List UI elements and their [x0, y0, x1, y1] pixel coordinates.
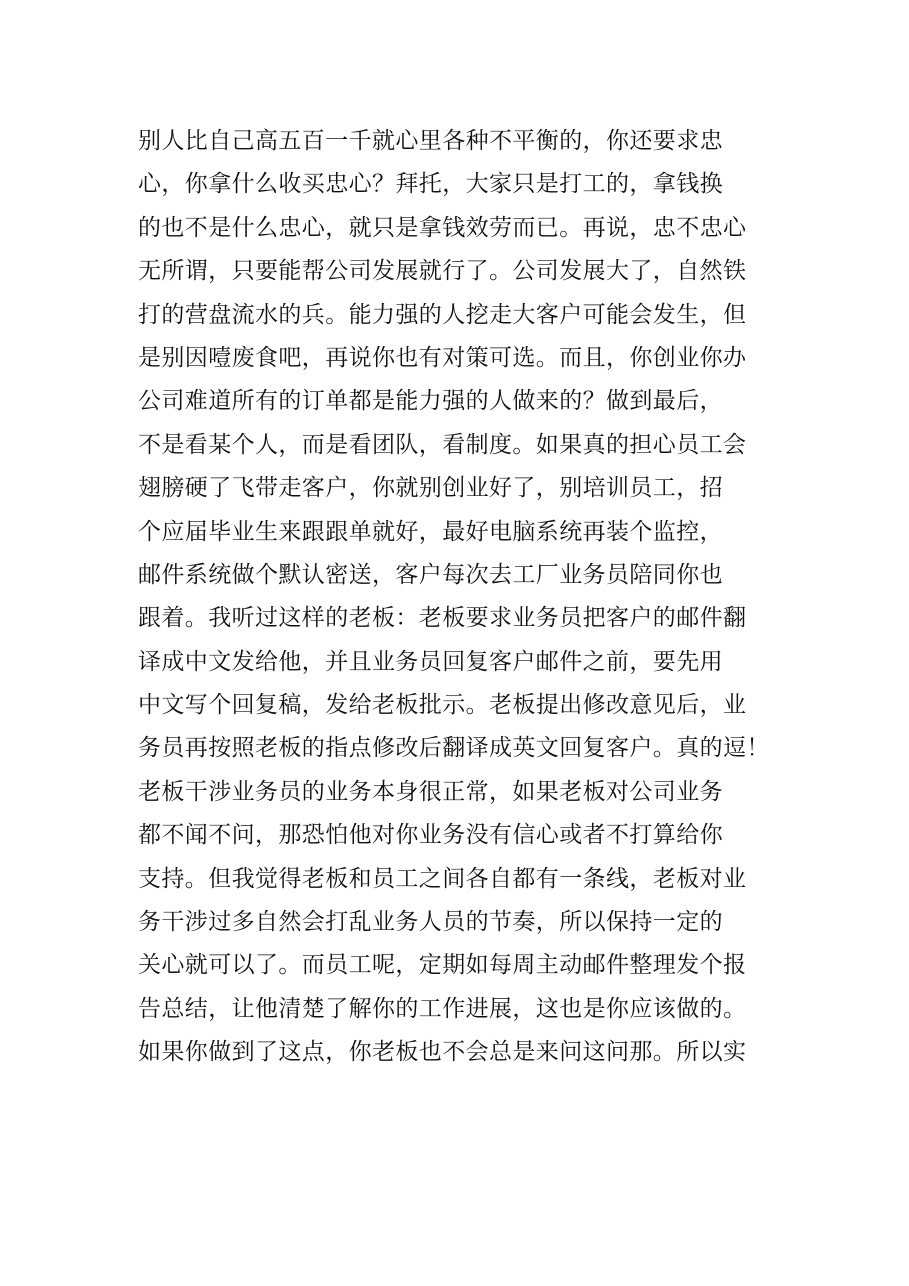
text-line: 支持。但我觉得老板和员工之间各自都有一条线，老板对业 [138, 865, 747, 892]
text-line: 务干涉过多自然会打乱业务人员的节奏，所以保持一定的 [138, 909, 723, 936]
text-line: 邮件系统做个默认密送，客户每次去工厂业务员陪同你也 [138, 561, 723, 588]
text-line: 翅膀硬了飞带走客户，你就别创业好了，别培训员工，招 [138, 475, 723, 502]
text-line: 中文写个回复稿，发给老板批示。老板提出修改意见后，业 [138, 692, 747, 719]
text-line: 如果你做到了这点，你老板也不会总是来问这问那。所以实 [138, 1039, 747, 1066]
text-line: 心，你拿什么收买忠心？拜托，大家只是打工的，拿钱换 [138, 171, 723, 198]
text-line: 译成中文发给他，并且业务员回复客户邮件之前，要先用 [138, 648, 723, 675]
text-line: 是别因噎废食吧，再说你也有对策可选。而且，你创业你办 [138, 344, 747, 371]
body-text [138, 120, 788, 1075]
text-line: 个应届毕业生来跟跟单就好，最好电脑系统再装个监控， [138, 518, 723, 545]
text-line: 告总结，让他清楚了解你的工作进展，这也是你应该做的。 [138, 995, 747, 1022]
text-line: 公司难道所有的订单都是能力强的人做来的？做到最后， [138, 388, 723, 415]
text-line: 不是看某个人，而是看团队，看制度。如果真的担心员工会 [138, 431, 747, 458]
text-line: 别人比自己高五百一千就心里各种不平衡的，你还要求忠 [138, 128, 723, 154]
text-line: 都不闻不问，那恐怕他对你业务没有信心或者不打算给你 [138, 822, 723, 849]
text-line: 关心就可以了。而员工呢，定期如每周主动邮件整理发个报 [138, 952, 747, 979]
text-line: 老板干涉业务员的业务本身很正常，如果老板对公司业务 [138, 778, 723, 805]
text-line: 打的营盘流水的兵。能力强的人挖走大客户可能会发生，但 [138, 301, 747, 328]
text-line: 无所谓，只要能帮公司发展就行了。公司发展大了，自然铁 [138, 258, 747, 285]
text-line: 的也不是什么忠心，就只是拿钱效劳而已。再说，忠不忠心 [138, 214, 747, 241]
text-line: 跟着。我听过这样的老板：老板要求业务员把客户的邮件翻 [138, 605, 747, 632]
text-line: 务员再按照老板的指点修改后翻译成英文回复客户。真的逗！ [138, 735, 770, 762]
